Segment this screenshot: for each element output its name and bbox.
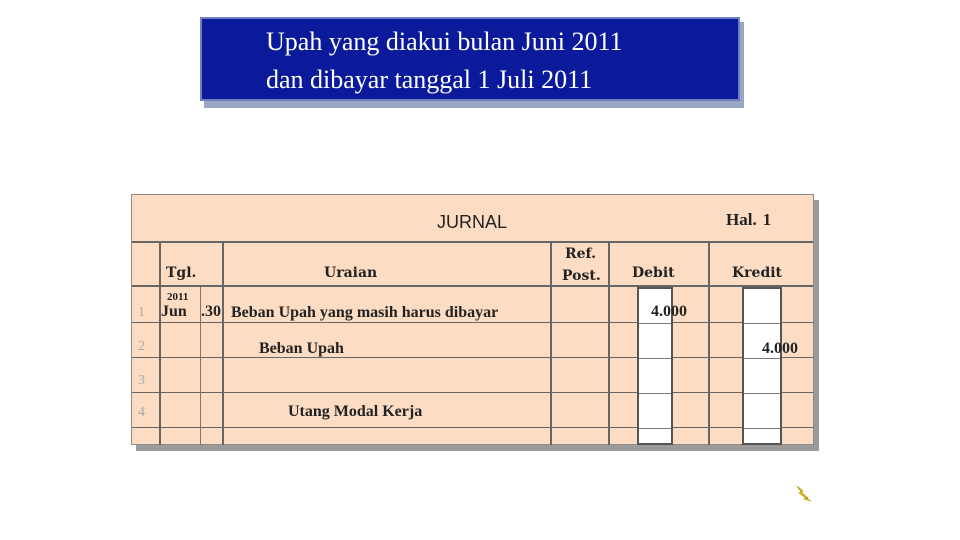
- col-line-ref: [608, 242, 610, 445]
- row-number-1: 1: [138, 305, 145, 320]
- row-line-3: [132, 392, 813, 393]
- slide-title-line-2: dan dibayar tanggal 1 Juli 2011: [266, 65, 593, 94]
- header-tgl: Tgl.: [166, 265, 197, 281]
- header-ref: Ref.: [565, 246, 596, 262]
- row-line-4: [132, 427, 813, 428]
- header-top-line: [132, 241, 813, 243]
- page-number: 1: [762, 210, 772, 229]
- journal-table: [131, 194, 814, 445]
- slide-title-line-1: Upah yang diakui bulan Juni 2011: [266, 27, 623, 56]
- col-line-debit: [708, 242, 710, 445]
- col-line-tgl: [222, 242, 224, 445]
- header-uraian: Uraian: [324, 265, 378, 281]
- header-bottom-line: [132, 285, 813, 287]
- col-line-uraian: [550, 242, 552, 445]
- row-1-day: .30: [201, 303, 221, 320]
- slide-title-box: [200, 17, 740, 101]
- row-number-3: 3: [138, 373, 145, 388]
- row-2-description: Beban Upah: [259, 340, 344, 357]
- header-kredit: Kredit: [732, 265, 783, 281]
- row-number-2: 2: [138, 339, 145, 354]
- journal-title: JURNAL: [437, 212, 508, 232]
- row-1-debit: 4.000: [651, 303, 687, 320]
- kredit-column-box: [742, 287, 782, 445]
- journal-year: 2011: [167, 291, 189, 303]
- page-label: Hal.: [726, 210, 757, 229]
- row-1-month: Jun: [161, 303, 187, 320]
- page-indicator: [726, 210, 771, 230]
- row-1-description: Beban Upah yang masih harus dibayar: [231, 304, 499, 321]
- row-line-1: [132, 322, 813, 323]
- lightning-icon: [795, 484, 813, 502]
- header-post: Post.: [562, 268, 601, 284]
- col-line-num: [159, 242, 161, 445]
- row-4-description: Utang Modal Kerja: [288, 403, 423, 420]
- row-2-kredit: 4.000: [762, 340, 798, 357]
- header-debit: Debit: [632, 265, 675, 281]
- row-number-4: 4: [138, 405, 145, 420]
- row-line-2: [132, 357, 813, 358]
